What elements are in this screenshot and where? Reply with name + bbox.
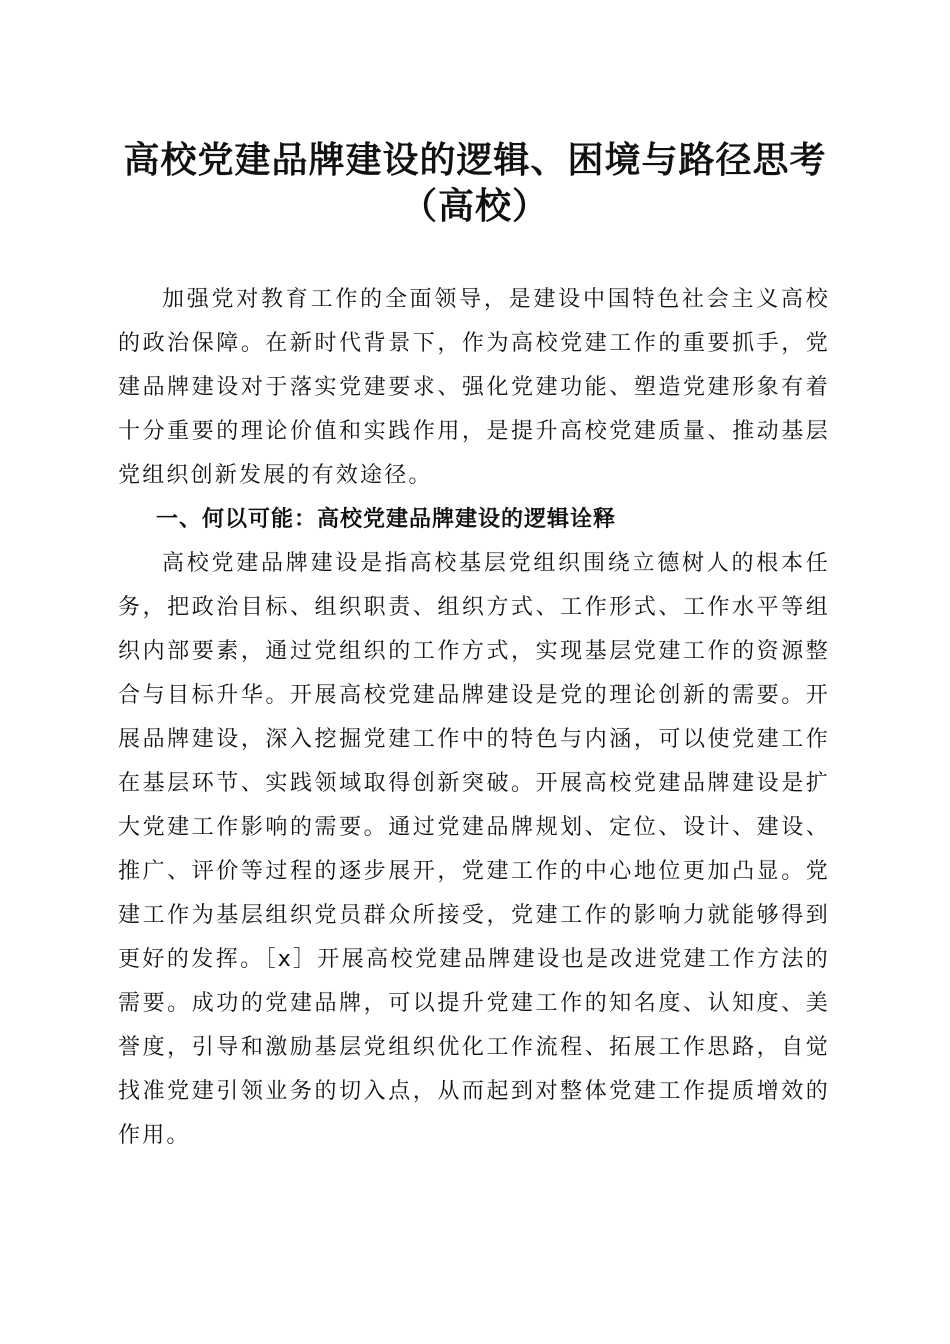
intro-paragraph: 加强党对教育工作的全面领导，是建设中国特色社会主义高校的政治保障。在新时代背景下，作为高校党建工作的重要抓手，党建品牌建设对于落实党建要求、强化党建功能、塑造党建形象有着十分重要的理论价值和实践作用，是提升高校党建质量、推动基层党组织创新发展的有效途径。 — [118, 287, 830, 488]
document-subtitle: （高校） — [400, 185, 549, 227]
document-body — [118, 278, 830, 1158]
section-heading: 一、何以可能：高校党建品牌建设的逻辑诠释 — [156, 507, 617, 532]
body-paragraph-part1: 高校党建品牌建设是指高校基层党组织围绕立德树人的根本任务，把政治目标、组织职责、组织方式、工作形式、工作水平等组织内部要素，通过党组织的工作方式，实现基层党建工作的资源整合与目标升华。开展高校党建品牌建设是党的理论创新的需要。开展品牌建设，深入挖掘党建工作中的特色与内涵，可以使党建工作在基层环节、实践领域取得创新突破。开展高校党建品牌建设是扩大党建工作影响的需要。通过党建品牌规划、定位、设计、建设、推广、评价等过程的逐步展开，党建工作的中心地位更加凸显。党建工作为基层组织党员群众所接受，党建工作的影响力就能够得到更好的发挥。 — [118, 551, 830, 972]
reference-mark: ［x］ — [264, 947, 318, 972]
body-paragraph — [118, 542, 830, 1158]
body-paragraph-part2: 开展高校党建品牌建设也是改进党建工作方法的需要。成功的党建品牌，可以提升党建工作的知名度、认知度、美誉度，引导和激励基层党组织优化工作流程、拓展工作思路，自觉找准党建引领业务的切入点，从而起到对整体党建工作提质增效的作用。 — [118, 947, 830, 1148]
document-title: 高校党建品牌建设的逻辑、困境与路径思考 — [123, 139, 827, 181]
